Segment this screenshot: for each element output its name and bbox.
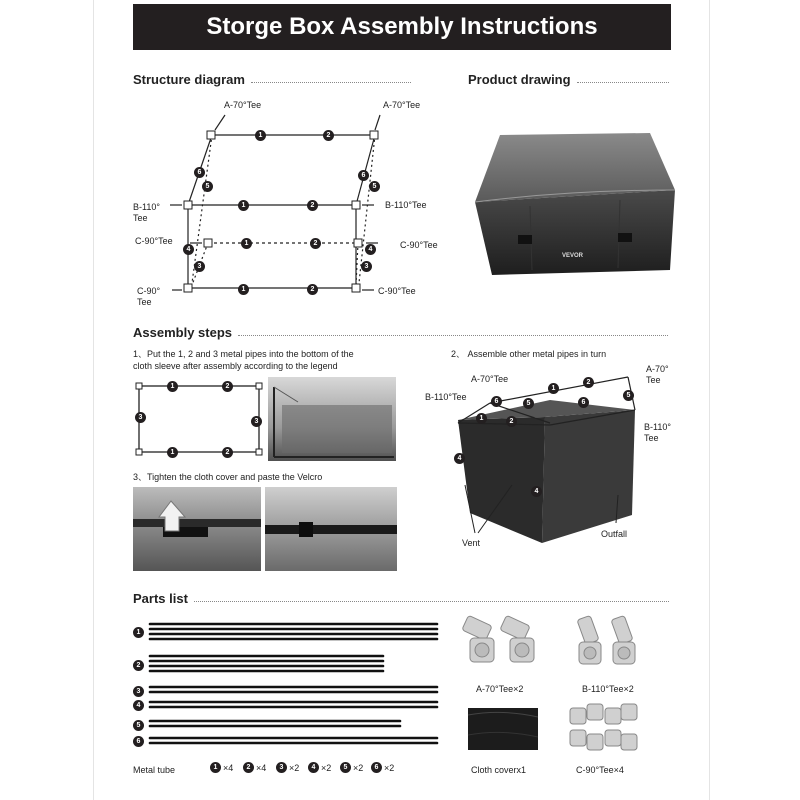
pipe-number-5: 5 bbox=[623, 390, 634, 401]
outfall-label: Outfall bbox=[601, 529, 628, 539]
count-number: 6 bbox=[371, 762, 382, 773]
cloth-cover-illustration bbox=[466, 705, 540, 753]
count-qty: ×2 bbox=[289, 762, 300, 773]
label-c-tee-right-bot: C-90°Tee bbox=[378, 286, 416, 296]
pipe-number-1: 1 bbox=[238, 284, 249, 295]
a-tee-label: A-70°Tee×2 bbox=[476, 684, 524, 694]
pipe-number-1: 1 bbox=[238, 200, 249, 211]
part-number-5: 5 bbox=[133, 720, 144, 731]
pipe-number-4: 4 bbox=[183, 244, 194, 255]
c-tee-label: C-90°Tee×4 bbox=[576, 765, 624, 775]
pipe-number-4: 4 bbox=[365, 244, 376, 255]
pipe-number-1: 1 bbox=[548, 383, 559, 394]
pipe-number-4: 4 bbox=[531, 486, 542, 497]
part-number-4: 4 bbox=[133, 700, 144, 711]
pipe-number-2: 2 bbox=[222, 381, 233, 392]
b-tee-label: B-110°Tee×2 bbox=[582, 684, 634, 694]
product-heading bbox=[468, 72, 669, 87]
count-qty: ×4 bbox=[223, 762, 234, 773]
heading-divider bbox=[194, 601, 669, 602]
vent-label: Vent bbox=[462, 538, 481, 548]
tube-count-5 bbox=[340, 762, 363, 773]
pipe-number-5: 5 bbox=[369, 181, 380, 192]
pipe-number-3: 3 bbox=[361, 261, 372, 272]
label-c-tee-left-bot-1: C-90° bbox=[137, 286, 161, 296]
step3-photo-right bbox=[265, 487, 397, 571]
pipe-number-2: 2 bbox=[307, 284, 318, 295]
parts-heading bbox=[133, 591, 669, 606]
count-qty: ×2 bbox=[353, 762, 364, 773]
count-qty: ×4 bbox=[256, 762, 267, 773]
step2-label-a-tee-right-1: A-70° bbox=[646, 364, 669, 374]
pipe-number-2: 2 bbox=[307, 200, 318, 211]
step1-line2: cloth sleeve after assembly according to the legend bbox=[133, 361, 338, 371]
step2-label-b-tee-left: B-110°Tee bbox=[425, 392, 467, 402]
tube-count-3 bbox=[276, 762, 299, 773]
pipe-number-6: 6 bbox=[194, 167, 205, 178]
part-number-2: 2 bbox=[133, 660, 144, 671]
pipe-number-4: 4 bbox=[454, 453, 465, 464]
step2-label-b-tee-right-2: Tee bbox=[644, 433, 659, 443]
pipe-number-2: 2 bbox=[323, 130, 334, 141]
pipe-number-2: 2 bbox=[310, 238, 321, 249]
label-a-tee-left: A-70°Tee bbox=[224, 100, 262, 110]
product-drawing bbox=[470, 130, 680, 280]
tube-count-4 bbox=[308, 762, 331, 773]
label-c-tee-left-bot-2: Tee bbox=[137, 297, 152, 307]
label-c-tee-left-mid: C-90°Tee bbox=[135, 236, 173, 246]
pipe-number-5: 5 bbox=[202, 181, 213, 192]
metal-tube-label: Metal tube bbox=[133, 765, 176, 775]
label-b-tee-right: B-110°Tee bbox=[385, 200, 427, 210]
a-tee-illustration bbox=[460, 612, 550, 672]
structure-heading bbox=[133, 72, 411, 87]
c-tee-illustration bbox=[565, 700, 645, 760]
part-number-6: 6 bbox=[133, 736, 144, 747]
heading-divider bbox=[238, 335, 668, 336]
pipe-number-6: 6 bbox=[358, 170, 369, 181]
count-number: 1 bbox=[210, 762, 221, 773]
count-number: 4 bbox=[308, 762, 319, 773]
count-number: 3 bbox=[276, 762, 287, 773]
pipe-number-1: 1 bbox=[241, 238, 252, 249]
pipe-number-1: 1 bbox=[476, 413, 487, 424]
product-heading-text: Product drawing bbox=[468, 72, 571, 87]
pipe-number-3: 3 bbox=[194, 261, 205, 272]
metal-tubes-illustration bbox=[145, 618, 445, 748]
pipe-number-1: 1 bbox=[167, 381, 178, 392]
pipe-number-5: 5 bbox=[523, 398, 534, 409]
part-number-3: 3 bbox=[133, 686, 144, 697]
pipe-number-1: 1 bbox=[167, 447, 178, 458]
page-title: Storge Box Assembly Instructions bbox=[133, 4, 671, 50]
pipe-number-3: 3 bbox=[251, 416, 262, 427]
pipe-number-6: 6 bbox=[491, 396, 502, 407]
step2-label-a-tee-left: A-70°Tee bbox=[471, 374, 509, 384]
tube-count-6 bbox=[371, 762, 394, 773]
step2-text: 2、 Assemble other metal pipes in turn bbox=[451, 349, 607, 359]
step3-photo-left bbox=[133, 487, 261, 571]
tube-count-2 bbox=[243, 762, 266, 773]
label-b-tee-left-2: Tee bbox=[133, 213, 148, 223]
brand-label: VEVOR bbox=[562, 253, 584, 259]
pipe-number-2: 2 bbox=[222, 447, 233, 458]
step3-text: 3、Tighten the cloth cover and paste the Velcro bbox=[133, 472, 323, 482]
pipe-number-1: 1 bbox=[255, 130, 266, 141]
pipe-number-2: 2 bbox=[583, 377, 594, 388]
step1-line1: 1、Put the 1, 2 and 3 metal pipes into the bottom of the bbox=[133, 349, 354, 359]
count-qty: ×2 bbox=[321, 762, 332, 773]
assembly-heading bbox=[133, 325, 668, 340]
label-b-tee-left-1: B-110° bbox=[133, 202, 160, 212]
tube-count-1 bbox=[210, 762, 233, 773]
part-number-1: 1 bbox=[133, 627, 144, 638]
heading-divider bbox=[251, 82, 411, 83]
structure-heading-text: Structure diagram bbox=[133, 72, 245, 87]
step2-label-b-tee-right-1: B-110° bbox=[644, 422, 671, 432]
cloth-cover-label: Cloth coverx1 bbox=[471, 765, 527, 775]
b-tee-illustration bbox=[575, 612, 655, 672]
heading-divider bbox=[577, 82, 669, 83]
pipe-number-6: 6 bbox=[578, 397, 589, 408]
step1-photo bbox=[268, 377, 396, 461]
parts-heading-text: Parts list bbox=[133, 591, 188, 606]
count-number: 5 bbox=[340, 762, 351, 773]
step2-box-diagram bbox=[440, 365, 680, 545]
label-a-tee-right: A-70°Tee bbox=[383, 100, 421, 110]
assembly-heading-text: Assembly steps bbox=[133, 325, 232, 340]
count-qty: ×2 bbox=[384, 762, 395, 773]
pipe-number-3: 3 bbox=[135, 412, 146, 423]
step2-label-a-tee-right-2: Tee bbox=[646, 375, 661, 385]
pipe-number-2: 2 bbox=[506, 416, 517, 427]
label-c-tee-right-mid: C-90°Tee bbox=[400, 240, 438, 250]
count-number: 2 bbox=[243, 762, 254, 773]
step1-frame-diagram bbox=[133, 378, 265, 460]
